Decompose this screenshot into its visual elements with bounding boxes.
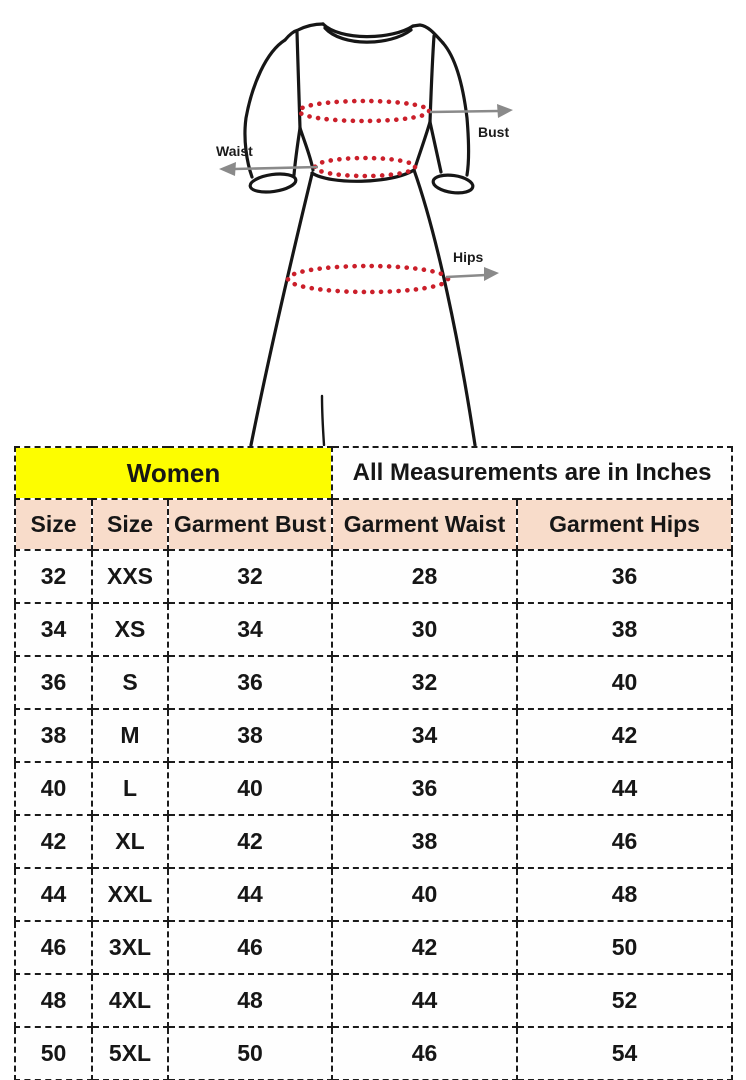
garment-waist-cell: 30: [332, 603, 517, 656]
garment-bust-cell: 50: [168, 1027, 332, 1080]
table-row: [15, 815, 732, 868]
hips-measure-ellipse: [288, 266, 448, 292]
hips-arrow: [446, 267, 499, 281]
garment-bust-cell: 44: [168, 868, 332, 921]
bust-label: Bust: [478, 124, 510, 140]
women-header-cell: Women: [15, 447, 332, 499]
garment-waist-cell: 32: [332, 656, 517, 709]
size-letter-cell: XS: [92, 603, 168, 656]
bust-measure-ellipse: [299, 101, 429, 121]
garment-hips-cell: 46: [517, 815, 732, 868]
garment-hips-cell: 52: [517, 974, 732, 1027]
garment-bust-cell: 40: [168, 762, 332, 815]
garment-hips-cell: 36: [517, 550, 732, 603]
size-number-cell: 48: [15, 974, 92, 1027]
garment-hips-cell: 38: [517, 603, 732, 656]
garment-waist-cell: 44: [332, 974, 517, 1027]
column-header-row: [15, 499, 732, 550]
size-letter-cell: S: [92, 656, 168, 709]
garment-bust-cell: 48: [168, 974, 332, 1027]
table-row: [15, 1027, 732, 1080]
size-letter-cell: 5XL: [92, 1027, 168, 1080]
garment-bust-cell: 36: [168, 656, 332, 709]
table-row: [15, 603, 732, 656]
garment-waist-cell: 34: [332, 709, 517, 762]
garment-waist-cell: 28: [332, 550, 517, 603]
bust-arrow: [430, 104, 513, 118]
size-number-cell: 40: [15, 762, 92, 815]
size-number-cell: 44: [15, 868, 92, 921]
table-row: [15, 550, 732, 603]
garment-waist-cell: 36: [332, 762, 517, 815]
dress-outline-drawing: [245, 24, 475, 445]
size-number-cell: 38: [15, 709, 92, 762]
table-row: [15, 868, 732, 921]
garment-bust-cell: 46: [168, 921, 332, 974]
table-row: [15, 762, 732, 815]
garment-waist-cell: 38: [332, 815, 517, 868]
garment-waist-cell: 40: [332, 868, 517, 921]
col-header-garment-bust: Garment Bust: [168, 499, 332, 550]
waist-label: Waist: [216, 143, 253, 159]
garment-hips-cell: 48: [517, 868, 732, 921]
size-letter-cell: L: [92, 762, 168, 815]
group-header-row: [15, 447, 732, 499]
size-number-cell: 46: [15, 921, 92, 974]
size-number-cell: 32: [15, 550, 92, 603]
col-header-size-letter: Size: [92, 499, 168, 550]
garment-hips-cell: 54: [517, 1027, 732, 1080]
waist-measure-ellipse: [315, 158, 415, 176]
size-number-cell: 36: [15, 656, 92, 709]
size-number-cell: 34: [15, 603, 92, 656]
garment-waist-cell: 42: [332, 921, 517, 974]
measurement-note-cell: All Measurements are in Inches: [332, 447, 732, 499]
garment-hips-cell: 44: [517, 762, 732, 815]
size-letter-cell: M: [92, 709, 168, 762]
garment-hips-cell: 40: [517, 656, 732, 709]
garment-hips-cell: 50: [517, 921, 732, 974]
size-chart-table: [14, 446, 733, 1080]
dress-measurement-diagram: [0, 0, 746, 446]
size-letter-cell: 4XL: [92, 974, 168, 1027]
table-row: [15, 974, 732, 1027]
size-letter-cell: XL: [92, 815, 168, 868]
size-letter-cell: XXS: [92, 550, 168, 603]
garment-waist-cell: 46: [332, 1027, 517, 1080]
garment-hips-cell: 42: [517, 709, 732, 762]
garment-bust-cell: 38: [168, 709, 332, 762]
garment-bust-cell: 42: [168, 815, 332, 868]
hips-label: Hips: [453, 249, 484, 265]
size-letter-cell: XXL: [92, 868, 168, 921]
size-letter-cell: 3XL: [92, 921, 168, 974]
size-number-cell: 50: [15, 1027, 92, 1080]
col-header-garment-hips: Garment Hips: [517, 499, 732, 550]
table-row: [15, 656, 732, 709]
table-row: [15, 921, 732, 974]
col-header-garment-waist: Garment Waist: [332, 499, 517, 550]
garment-bust-cell: 34: [168, 603, 332, 656]
garment-bust-cell: 32: [168, 550, 332, 603]
col-header-size-number: Size: [15, 499, 92, 550]
table-row: [15, 709, 732, 762]
size-number-cell: 42: [15, 815, 92, 868]
